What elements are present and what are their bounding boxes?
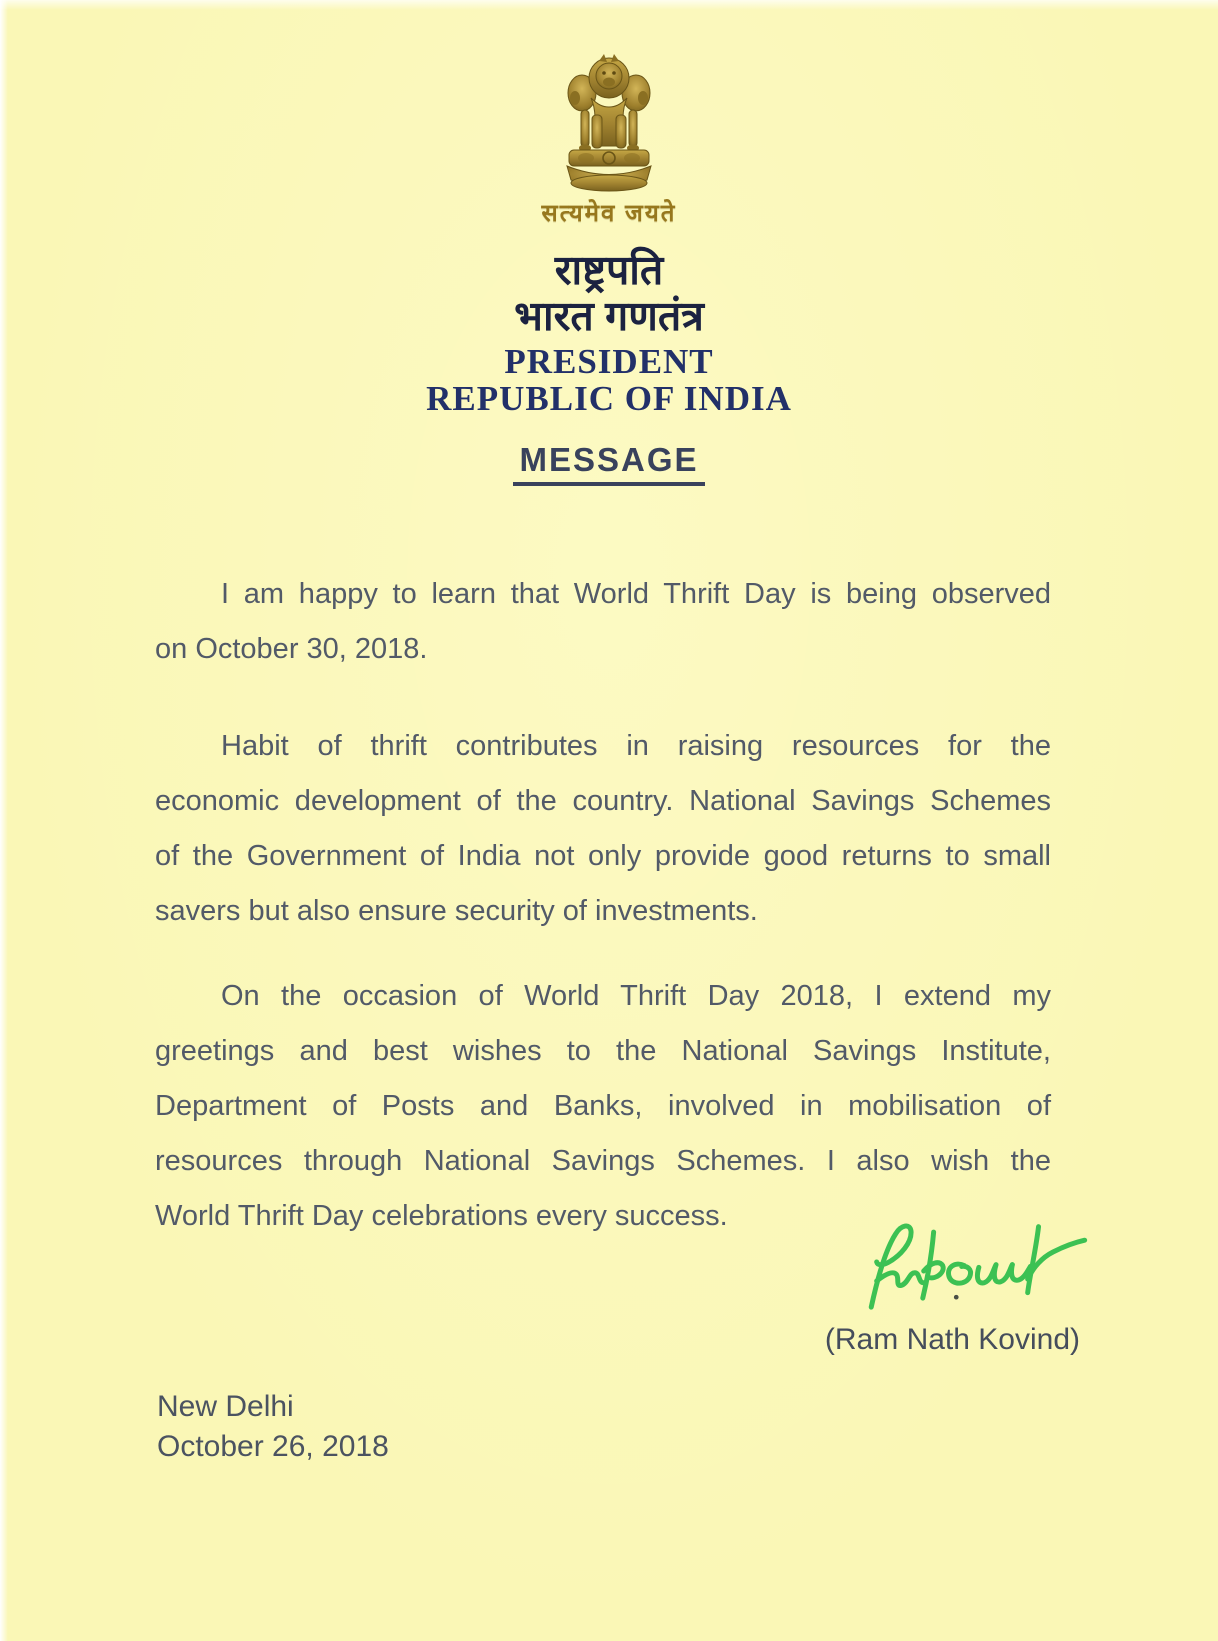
signature-ink-icon: [844, 1214, 1092, 1318]
letter-line: on October 30, 2018.: [155, 633, 428, 665]
letter-line: World Thrift Day celebrations every success.: [155, 1200, 728, 1232]
letter-line: of the Government of India not only provide good returns to small: [155, 840, 1051, 872]
title-hindi: राष्ट्रपति: [554, 247, 664, 293]
letterhead: [0, 0, 1218, 486]
place-line: New Delhi: [157, 1390, 294, 1423]
subtitle-hindi: भारत गणतंत्र: [514, 293, 704, 339]
national-emblem: [0, 52, 1218, 194]
subtitle-english: REPUBLIC OF INDIA: [426, 379, 792, 418]
letter-body: [0, 567, 1218, 1244]
letter-line: Habit of thrift contributes in raising resources for the: [221, 730, 1051, 762]
date-line: October 26, 2018: [157, 1430, 389, 1463]
lion-capital-emblem-icon: [555, 52, 663, 194]
paragraph-3: [155, 969, 1051, 1244]
letter-line: economic development of the country. National Savings Schemes: [155, 785, 1051, 817]
letter-line: Department of Posts and Banks, involved in mobilisation of: [155, 1090, 1051, 1122]
emblem-motto: सत्यमेव जयते: [541, 200, 677, 227]
letter-line: savers but also ensure security of investments.: [155, 895, 758, 927]
message-heading: MESSAGE: [513, 441, 704, 486]
letter-footer: [0, 1387, 1218, 1467]
letter-line: resources through National Savings Schemes. I also wish the: [155, 1145, 1051, 1177]
signature-block: [0, 1214, 1218, 1318]
signer-name: (Ram Nath Kovind): [824, 1323, 1080, 1356]
title-english: PRESIDENT: [504, 342, 714, 381]
paragraph-2: [155, 719, 1051, 939]
letter-line: I am happy to learn that World Thrift Day is being observed: [221, 578, 1051, 610]
paragraph-1: [155, 567, 1051, 677]
letter-line: On the occasion of World Thrift Day 2018, I extend my: [221, 980, 1051, 1012]
letter-line: greetings and best wishes to the National Savings Institute,: [155, 1035, 1051, 1067]
